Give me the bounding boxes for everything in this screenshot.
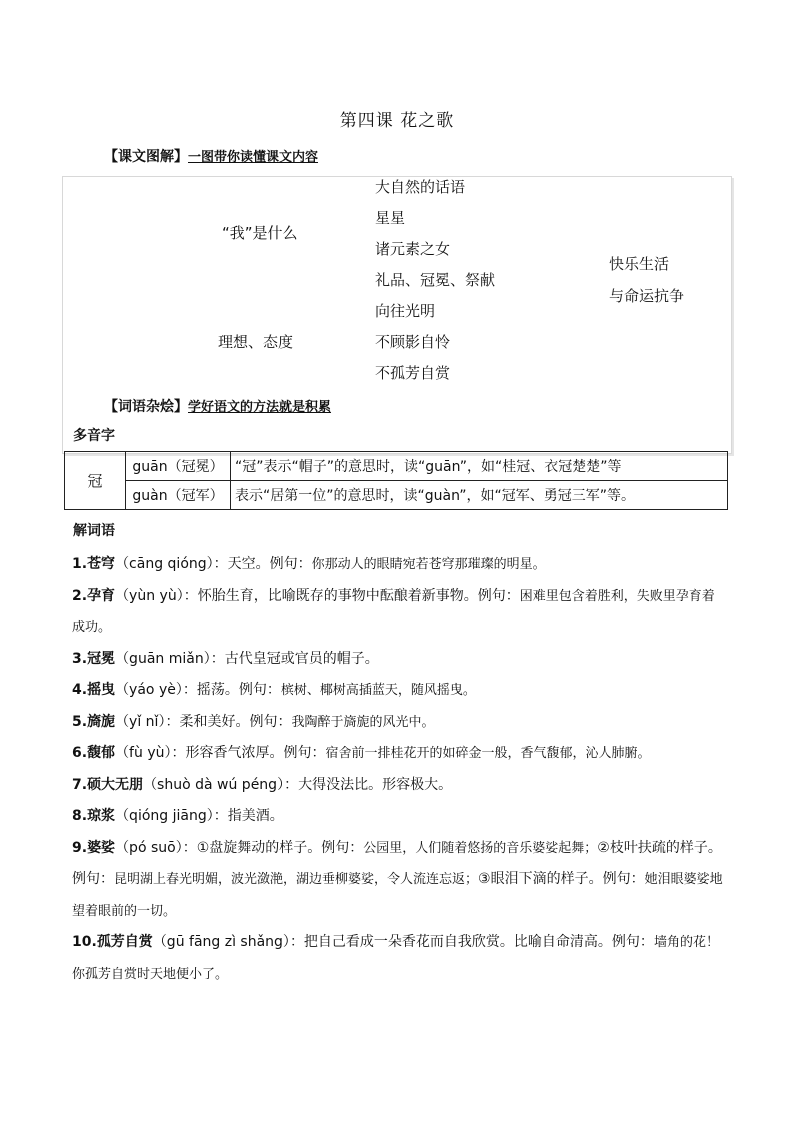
polyphone-explanation: “冠”表示“帽子”的意思时，读“guān”，如“桂冠、衣冠楚楚”等 [231,452,728,481]
section-subtitle: 学好语文的方法就是积累 [188,400,332,415]
diagram-middle-item: 礼品、冠冕、祭献 [375,271,496,289]
section-heading-text-diagram [104,146,318,166]
vocab-entry: 10.孤芳自赏（gū fāng zì shǎng）：把自己看成一朵香花而自我欣赏。比喻自命清高。例句：墙角的花！你孤芳自赏时天地便小了。 [72,934,719,982]
vocab-entry: 8.琼浆（qióng jiāng）：指美酒。 [72,808,284,824]
vocab-list [72,549,724,990]
vocab-entry: 2.孕育（yùn yù）：怀胎生育，比喻既存的事物中酝酿着新事物。例句：困难里包含着胜利，失败里孕育着成功。 [72,587,715,635]
table-row [65,452,728,481]
vocab-entry: 9.婆娑（pó suō）：①盘旋舞动的样子。例句：公园里，人们随着悠扬的音乐婆娑起舞；②枝叶扶疏的样子。例句：昆明湖上春光明媚，波光潋滟，湖边垂柳婆娑，令人流连忘返；③眼泪下滴的样子。例句：她泪眼婆娑地望着眼前的一切。 [72,839,723,919]
section-heading-vocab [104,396,331,416]
diagram-middle-item: 诸元素之女 [375,240,451,258]
diagram-middle-item: 不孤芳自赏 [375,364,451,382]
diagram-middle-item: 向往光明 [375,302,436,320]
diagram-middle-item: 大自然的话语 [375,178,466,196]
vocab-entry: 1.苍穹（cāng qióng）：天空。例句：你那动人的眼睛宛若苍穹那璀璨的明星。 [72,556,546,572]
section-subtitle: 一图带你读懂课文内容 [188,150,319,165]
vocab-entry: 4.摇曳（yáo yè）：摇荡。例句：槟树、椰树高插蓝天，随风摇曳。 [72,682,476,698]
diagram-right-item: 与命运抗争 [609,287,685,305]
polyphone-heading: 多音字 [73,428,115,444]
vocab-heading: 解词语 [73,523,115,539]
diagram-right-item: 快乐生活 [609,255,670,273]
diagram-left-top: “我”是什么 [222,224,298,242]
section-bracket: 【课文图解】 [104,149,188,165]
diagram-middle-item: 星星 [375,209,406,227]
vocab-entry: 7.硕大无朋（shuò dà wú péng）：大得没法比。形容极大。 [72,776,453,793]
polyphone-char: 冠 [65,452,126,510]
polyphone-pinyin: guàn（冠军） [126,481,231,510]
diagram-middle-item: 不顾影自怜 [375,333,451,351]
table-row [65,481,728,510]
polyphone-pinyin: guān（冠冕） [126,452,231,481]
vocab-entry: 6.馥郁（fù yù）：形容香气浓厚。例句：宿舍前一排桂花开的如碎金一般，香气馥郁，沁人肺腑。 [72,745,651,761]
section-bracket: 【词语杂烩】 [104,399,188,415]
polyphone-explanation: 表示“居第一位”的意思时，读“guàn”，如“冠军、勇冠三军”等。 [231,481,728,510]
vocab-entry: 5.旖旎（yǐ nǐ）：柔和美好。例句：我陶醉于旖旎的风光中。 [72,713,435,730]
diagram-left-bottom: 理想、态度 [218,333,294,351]
polyphone-table [64,451,728,510]
vocab-entry: 3.冠冕（guān miǎn）：古代皇冠或官员的帽子。 [72,650,379,667]
page-title: 第四课 花之歌 [339,111,455,131]
